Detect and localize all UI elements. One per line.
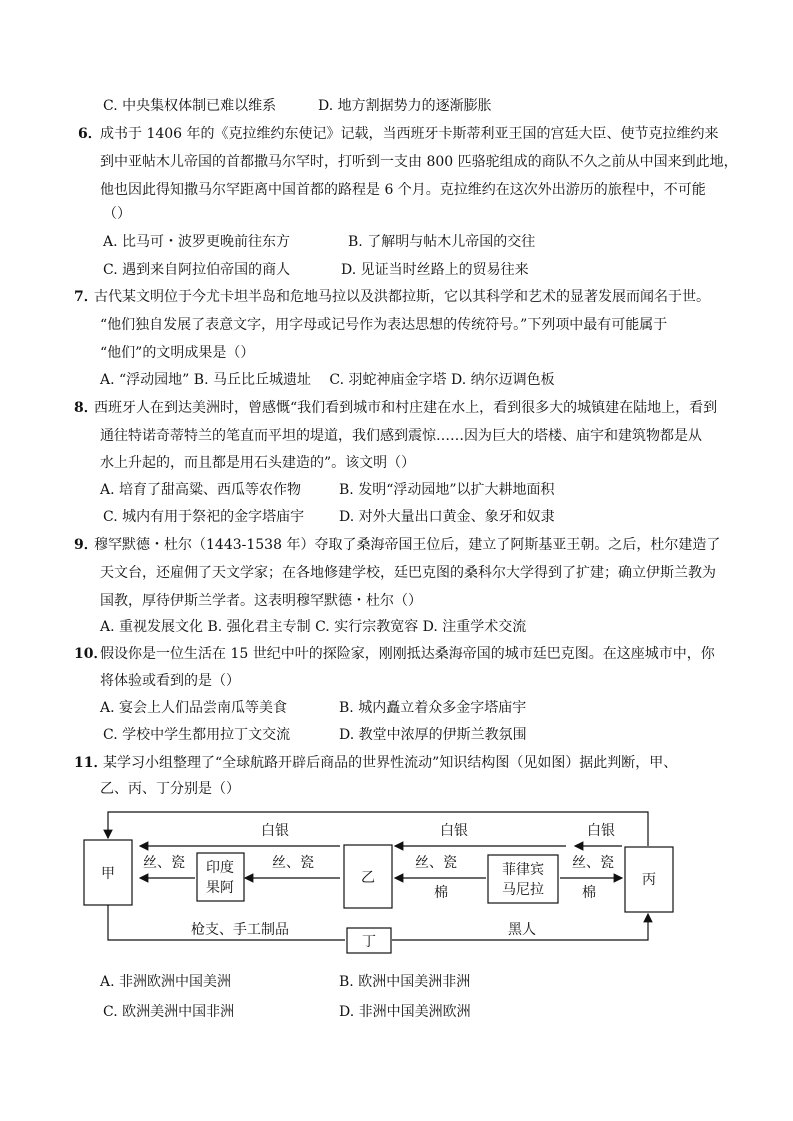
q5-option-d: D. 地方割据势力的逐渐膨胀: [318, 98, 492, 114]
q6-option-b: B. 了解明与帖木儿帝国的交往: [348, 234, 536, 250]
label-cotton-1: 棉: [434, 885, 448, 901]
label-silver-1: 白银: [261, 823, 289, 839]
q7-stem-line-1: 古代某文明位于今尤卡坦半岛和危地马拉以及洪都拉斯，它以其科学和艺术的显著发展而闻名于世。: [94, 289, 710, 305]
q8-option-b: B. 发明“浮动园地”以扩大耕地面积: [339, 482, 555, 498]
loop-top-line: [108, 812, 648, 846]
q8-option-a: A. 培育了甜高粱、西瓜等农作物: [100, 482, 302, 498]
label-cotton-2: 棉: [582, 885, 596, 901]
q7-stem-line-3: “他们”的文明成果是（）: [100, 345, 255, 361]
q6-number: 6．: [78, 126, 102, 142]
q11-number: 11．: [74, 755, 108, 771]
q7-number: 7．: [74, 289, 98, 305]
q9-number: 9．: [74, 537, 98, 553]
node-goa-label-1: 印度: [206, 860, 234, 876]
label-silk-3: 丝、瓷: [415, 855, 457, 871]
label-silk-2: 丝、瓷: [272, 855, 314, 871]
label-silk-1: 丝、瓷: [143, 855, 185, 871]
node-manila-label-1: 菲律宾: [502, 862, 544, 878]
q8-option-d: D. 对外大量出口黄金、象牙和奴隶: [339, 509, 555, 525]
q9-options: A. 重视发展文化 B. 强化君主专制 C. 实行宗教宽容 D. 注重学术交流: [100, 619, 527, 635]
q10-option-d: D. 教堂中浓厚的伊斯兰教氛围: [339, 727, 527, 743]
q11-option-d: D. 非洲中国美洲欧洲: [339, 1004, 471, 1020]
label-silver-2: 白银: [440, 823, 468, 839]
label-guns: 枪支、手工制品: [191, 922, 289, 938]
q10-option-a: A. 宴会上人们品尝南瓜等美食: [100, 700, 288, 716]
q10-stem-line-2: 将体验或看到的是（）: [100, 673, 240, 689]
q9-stem-line-3: 国教，厚待伊斯兰学者。这表明穆罕默德・杜尔（）: [100, 593, 422, 609]
q10-number: 10．: [74, 646, 108, 662]
q6-option-d: D. 见证当时丝路上的贸易往来: [341, 262, 529, 278]
label-silver-3: 白银: [587, 823, 615, 839]
label-slaves: 黑人: [508, 922, 536, 938]
node-manila-label-2: 马尼拉: [502, 882, 544, 898]
node-goa-label-2: 果阿: [206, 880, 234, 896]
node-bing-label: 丙: [642, 872, 656, 888]
label-silk-4: 丝、瓷: [572, 855, 614, 871]
q6-stem-line-2: 到中亚帖木儿帝国的首都撒马尔罕时，打听到一支由 800 匹骆驼组成的商队不久之前从中国来到此地，: [100, 154, 738, 170]
q11-option-a: A. 非洲欧洲中国美洲: [100, 974, 232, 990]
q11-option-b: B. 欧洲中国美洲非洲: [339, 974, 471, 990]
q6-option-a: A. 比马可・波罗更晚前往东方: [103, 234, 291, 250]
q5-option-c: C. 中央集权体制已难以维系: [103, 98, 277, 114]
q7-stem-line-2: “他们独自发展了表意文字，用字母或记号作为表达思想的传统符号。”下列项中最有可能属于: [100, 317, 668, 333]
q11-option-c: C. 欧洲美洲中国非洲: [103, 1004, 235, 1020]
q9-stem-line-2: 天文台，还雇佣了天文学家；在各地修建学校，廷巴克图的桑科尔大学得到了扩建；确立伊斯兰教为: [100, 565, 716, 581]
q8-number: 8．: [74, 400, 98, 416]
node-yi-label: 乙: [361, 870, 375, 886]
q6-stem-line-1: 成书于 1406 年的《克拉维约东使记》记载，当西班牙卡斯蒂利亚王国的宫廷大臣、使节克拉维约来: [100, 126, 719, 142]
q10-option-b: B. 城内矗立着众多金字塔庙宇: [339, 700, 527, 716]
q6-stem-line-3: 他也因此得知撒马尔罕距离中国首都的路程是 6 个月。克拉维约在这次外出游历的旅程中，不可能: [100, 182, 706, 198]
q8-stem-line-2: 通往特诺奇蒂特兰的笔直而平坦的堤道，我们感到震惊……因为巨大的塔楼、庙宇和建筑物都是从: [100, 428, 702, 444]
q7-options: A. “浮动园地” B. 马丘比丘城遗址 C. 羽蛇神庙金字塔 D. 纳尔迈调色板: [100, 372, 555, 388]
q11-stem-line-2: 乙、丙、丁分别是（）: [100, 781, 240, 797]
q11-stem-line-1: 某学习小组整理了“全球航路开辟后商品的世界性流动”知识结构图（见如图）据此判断，甲、: [103, 755, 678, 771]
q8-option-c: C. 城内有用于祭祀的金字塔庙宇: [103, 509, 305, 525]
q6-option-c: C. 遇到来自阿拉伯帝国的商人: [103, 262, 291, 278]
q8-stem-line-3: 水上升起的，而且都是用石头建造的”。该文明（）: [100, 455, 416, 471]
q10-stem-line-1: 假设你是一位生活在 15 世纪中叶的探险家，刚刚抵达桑海帝国的城市廷巴克图。在这座城市中，你: [100, 646, 715, 662]
q6-stem-line-4: （）: [103, 206, 131, 222]
q10-option-c: C. 学校中学生都用拉丁文交流: [103, 727, 291, 743]
node-jia-label: 甲: [101, 866, 115, 882]
q8-stem-line-1: 西班牙人在到达美洲时，曾感慨“我们看到城市和村庄建在水上，看到很多大的城镇建在陆地上，看到: [94, 400, 718, 416]
node-ding-label: 丁: [362, 934, 376, 950]
q9-stem-line-1: 穆罕默德・杜尔（1443-1538 年）夺取了桑海帝国王位后，建立了阿斯基亚王朝。之后，杜尔建造了: [94, 537, 721, 553]
